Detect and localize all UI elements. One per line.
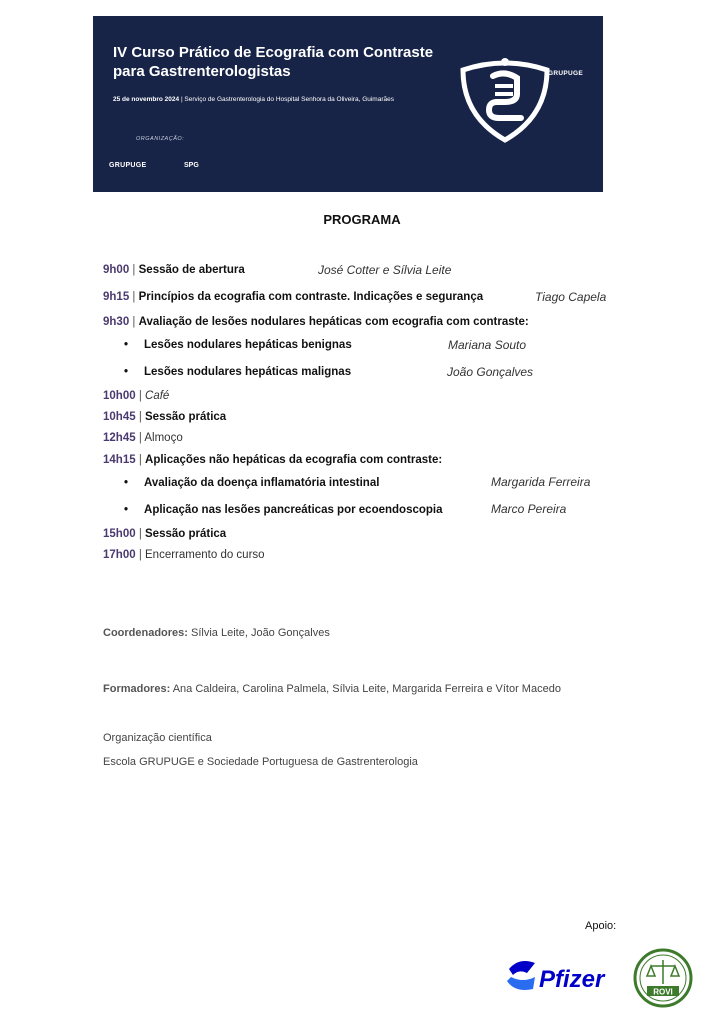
speaker: João Gonçalves [447, 365, 534, 379]
list-item: • Aplicação nas lesões pancreáticas por ecoendoscopia [124, 504, 443, 516]
time: 9h00 [103, 264, 130, 276]
grupuge-small-logo: GRUPUGE [109, 162, 147, 169]
banner-venue: | Serviço de Gastrenterologia do Hospital Senhora da Oliveira, Guimarães [180, 96, 394, 103]
pfizer-logo [505, 953, 607, 999]
scientific-org-label: Organização científica [103, 732, 212, 744]
program-item-1700: 17h00 | Encerramento do curso [103, 549, 265, 561]
speaker: Margarida Ferreira [491, 475, 591, 489]
spg-small-logo: SPG [184, 162, 199, 169]
banner-title-line1: IV Curso Prático de Ecografia com Contraste [113, 44, 434, 61]
program-item-1415: 14h15 | Aplicações não hepáticas da ecografia com contraste: [103, 454, 443, 466]
trainers: Formadores: Ana Caldeira, Carolina Palmela, Sílvia Leite, Margarida Ferreira e Vítor Macedo [103, 683, 561, 695]
rovi-wordmark: ROVI [653, 987, 673, 997]
session-title: Sessão de abertura [138, 264, 245, 276]
support-label: Apoio: [585, 920, 617, 932]
coordinators: Coordenadores: Sílvia Leite, João Gonçalves [103, 627, 330, 639]
speaker: Mariana Souto [448, 338, 527, 352]
banner-subtitle [113, 96, 394, 103]
program-item-1045: 10h45 | Sessão prática [103, 411, 227, 423]
rovi-logo [633, 948, 693, 1008]
banner-org-label: ORGANIZAÇÃO: [136, 136, 185, 142]
speaker: Marco Pereira [491, 502, 567, 516]
speaker: Tiago Capela [535, 290, 607, 304]
grupuge-emblem-label: GRUPUGE [548, 70, 583, 77]
speaker: José Cotter e Sílvia Leite [318, 263, 452, 277]
list-item: • Avaliação da doença inflamatória intestinal [124, 477, 380, 489]
list-item: • Lesões nodulares hepáticas benignas [124, 339, 352, 351]
scientific-org-value: Escola GRUPUGE e Sociedade Portuguesa de Gastrenterologia [103, 756, 418, 768]
banner-date: 25 de novembro 2024 [113, 96, 180, 103]
list-item: • Lesões nodulares hepáticas malignas [124, 366, 352, 378]
program-item-0900: 9h00 | Sessão de abertura [103, 264, 245, 276]
program-item-1000: 10h00 | Café [103, 390, 170, 402]
program-item-1245: 12h45 | Almoço [103, 432, 183, 444]
banner-title-line2: para Gastrenterologistas [113, 63, 291, 80]
program-item-0930: 9h30 | Avaliação de lesões nodulares hepáticas com ecografia com contraste: [103, 316, 529, 328]
program-heading: PROGRAMA [323, 212, 401, 227]
program-item-0915: 9h15 | Princípios da ecografia com contraste. Indicações e segurança [103, 291, 484, 303]
header-banner [93, 16, 603, 192]
pfizer-wordmark: Pfizer [539, 966, 605, 993]
program-item-1500: 15h00 | Sessão prática [103, 528, 227, 540]
grupuge-emblem-icon [455, 48, 555, 148]
